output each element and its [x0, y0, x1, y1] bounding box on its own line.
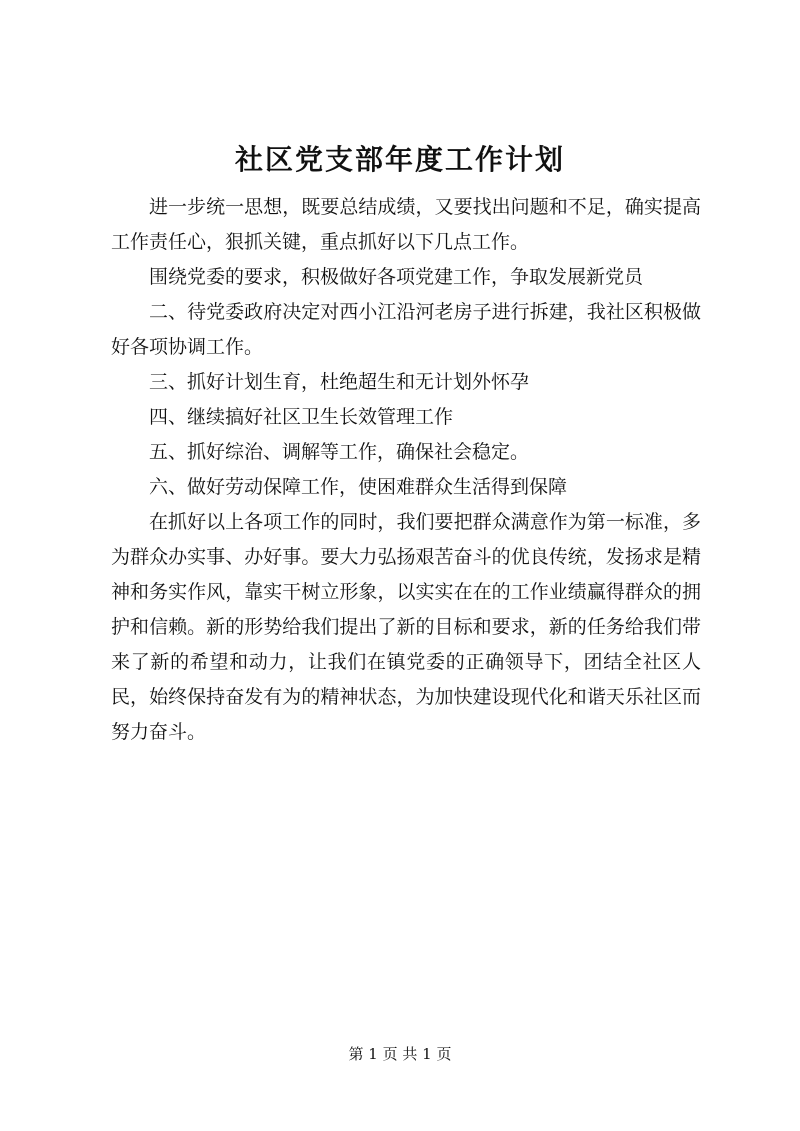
- paragraph-2: 围绕党委的要求，积极做好各项党建工作，争取发展新党员: [149, 266, 644, 288]
- page-footer: 第 1 页 共 1 页: [348, 1045, 452, 1063]
- paragraph-3: 二、待党委政府决定对西小江沿河老房子进行拆建，我社区积极做好各项协调工作。: [111, 301, 701, 358]
- paragraph-5: 四、继续搞好社区卫生长效管理工作: [149, 406, 454, 428]
- paragraph-1: 进一步统一思想，既要总结成绩，又要找出问题和不足，确实提高工作责任心，狠抓关键，重点抓好以下几点工作。: [111, 196, 701, 253]
- paragraph-6: 五、抓好综治、调解等工作，确保社会稳定。: [149, 441, 530, 463]
- document-title: 社区党支部年度工作计划: [234, 143, 565, 176]
- paragraph-8: 在抓好以上各项工作的同时，我们要把群众满意作为第一标准，多为群众办实事、办好事。要大力弘扬艰苦奋斗的优良传统，发扬求是精神和务实作风，靠实干树立形象，以实实在在的工作业绩赢得群众的拥护和信赖。新的形势给我们提出了新的目标和要求，新的任务给我们带来了新的希望和动力，让我们在镇党委的正确领导下，团结全社区人民，始终保持奋发有为的精神状态，为加快建设现代化和谐天乐社区而努力奋斗。: [111, 511, 701, 743]
- paragraph-7: 六、做好劳动保障工作，使困难群众生活得到保障: [149, 476, 568, 498]
- paragraph-4: 三、抓好计划生育，杜绝超生和无计划外怀孕: [149, 371, 530, 393]
- document-body: [111, 190, 701, 750]
